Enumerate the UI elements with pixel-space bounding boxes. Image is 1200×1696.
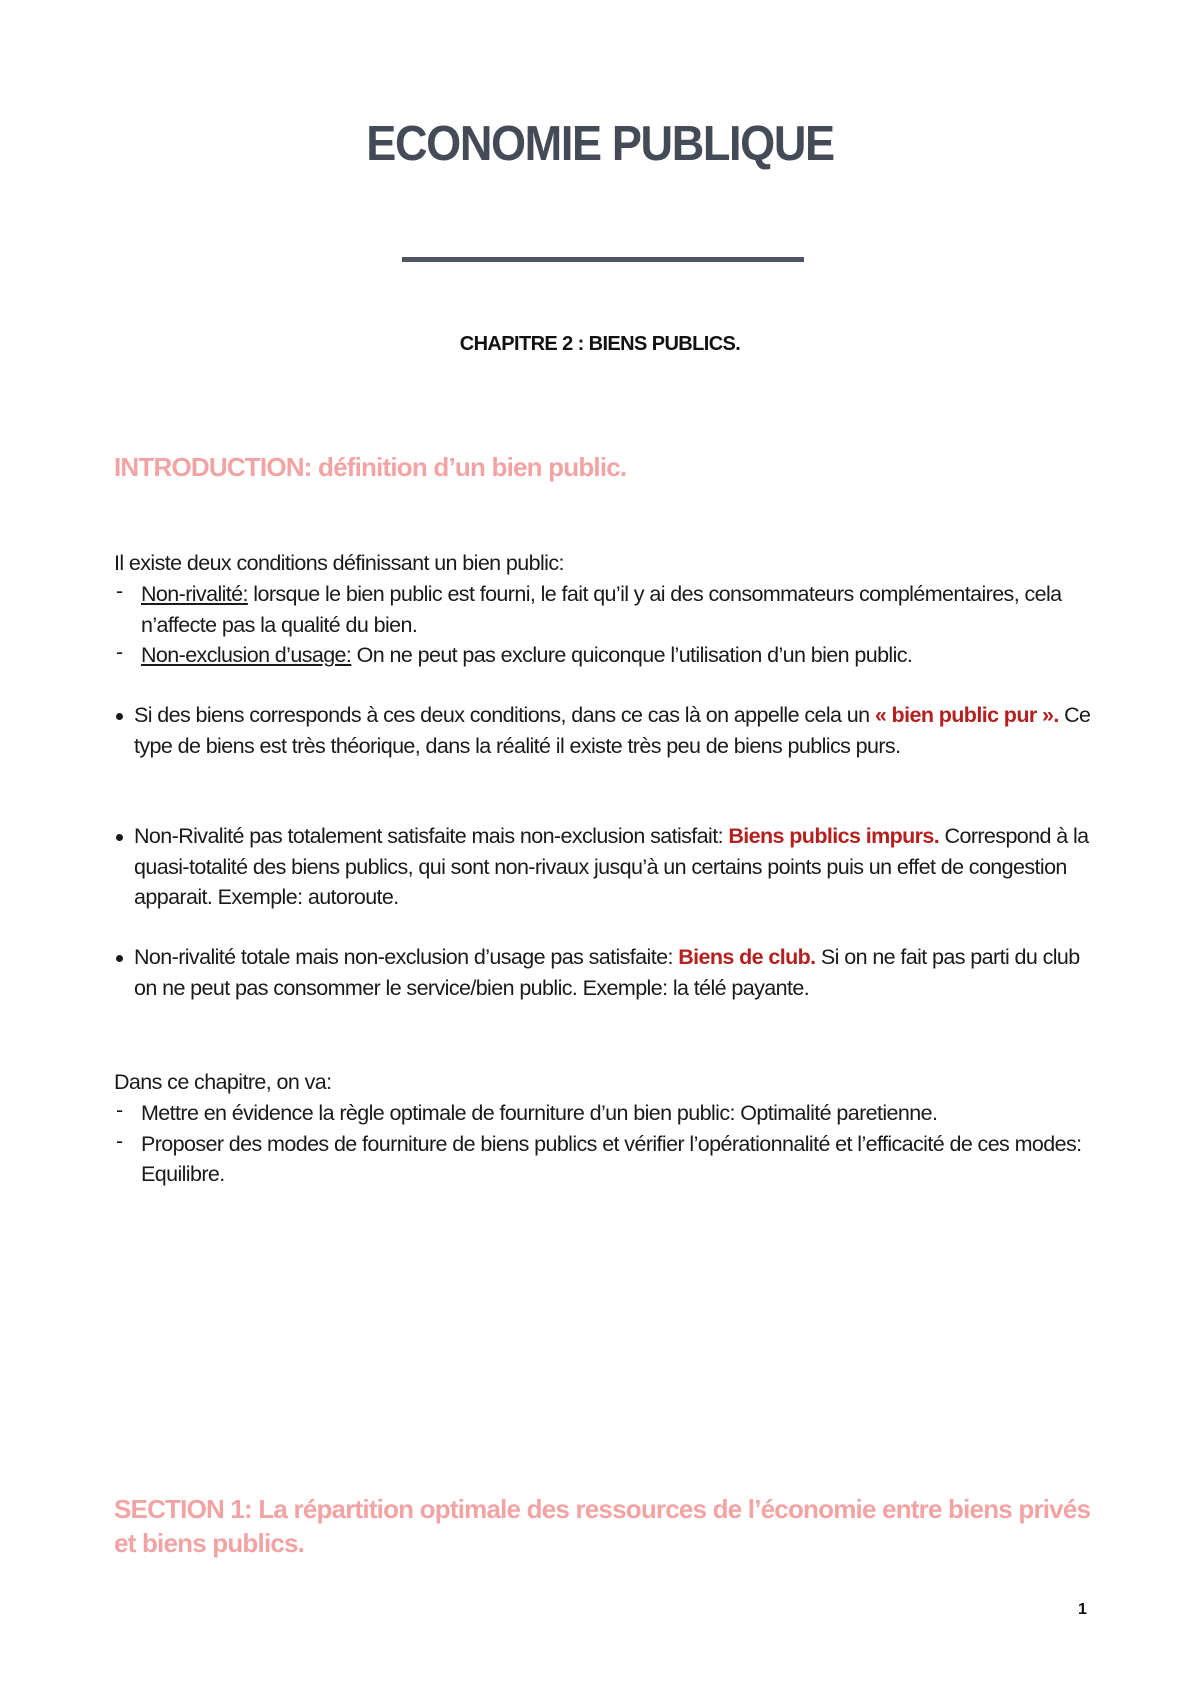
condition-term: Non-exclusion d’usage: bbox=[141, 643, 352, 667]
bullet-dot-icon bbox=[116, 834, 123, 841]
list-item bbox=[114, 579, 1094, 640]
bullet-highlight: Biens de club. bbox=[678, 945, 816, 969]
title-underline bbox=[402, 257, 804, 262]
section-1-heading: SECTION 1: La répartition optimale des ressources de l’économie entre biens privés et biens publics. bbox=[114, 1494, 1091, 1558]
condition-text: lorsque le bien public est fourni, le fait qu’il y ai des consommateurs complémentaires, cela n’affecte pas la qualité du bien. bbox=[141, 582, 1062, 637]
bullet-text: Non-Rivalité pas totalement satisfaite mais non-exclusion satisfait: bbox=[134, 824, 729, 848]
list-item bbox=[114, 640, 1094, 671]
bullet-item bbox=[114, 821, 1094, 913]
bullet-text: Si on ne fait pas parti du club on ne peut pas consommer le service/bien public. Exemple: la télé payante. bbox=[134, 945, 1080, 1000]
conditions-list bbox=[114, 579, 1094, 671]
list-item: - Mettre en évidence la règle optimale de fourniture d’un bien public: Optimalité paretienne. bbox=[114, 1098, 1094, 1129]
bullet-highlight: Biens publics impurs. bbox=[728, 824, 940, 848]
chapter-plan-list bbox=[114, 1098, 1094, 1190]
chapter-title: CHAPITRE 2 : BIENS PUBLICS. bbox=[459, 333, 741, 355]
bullet-highlight: « bien public pur ». bbox=[874, 703, 1059, 727]
condition-term: Non-rivalité: bbox=[141, 582, 248, 606]
bullet-text: Non-rivalité totale mais non-exclusion d’usage pas satisfaite: bbox=[134, 945, 679, 969]
bullet-dot-icon bbox=[116, 713, 123, 720]
intro-lead-paragraph: Il existe deux conditions définissant un bien public: bbox=[114, 551, 564, 575]
page-number: 1 bbox=[1078, 1601, 1087, 1618]
bullet-item bbox=[114, 942, 1094, 1003]
chapter-plan-lead: Dans ce chapitre, on va: bbox=[114, 1070, 332, 1094]
bullet-dot-icon bbox=[116, 955, 123, 962]
page-title: ECONOMIE PUBLIQUE bbox=[366, 117, 834, 171]
condition-text: On ne peut pas exclure quiconque l’utilisation d’un bien public. bbox=[351, 643, 913, 667]
list-item: - Proposer des modes de fourniture de biens publics et vérifier l’opérationnalité et l’efficacité de ces modes: Equilibre. bbox=[114, 1129, 1094, 1190]
bullet-item bbox=[114, 700, 1094, 761]
introduction-heading: INTRODUCTION: définition d’un bien public. bbox=[114, 452, 627, 482]
bullet-text: Ce type de biens est très théorique, dans la réalité il existe très peu de biens publics purs. bbox=[134, 703, 1091, 758]
bullet-text: Correspond à la quasi-totalité des biens publics, qui sont non-rivaux jusqu’à un certains points puis un effet de congestion apparait. Exemple: autoroute. bbox=[134, 824, 1089, 909]
bullet-text: Si des biens corresponds à ces deux conditions, dans ce cas là on appelle cela un bbox=[134, 703, 875, 727]
